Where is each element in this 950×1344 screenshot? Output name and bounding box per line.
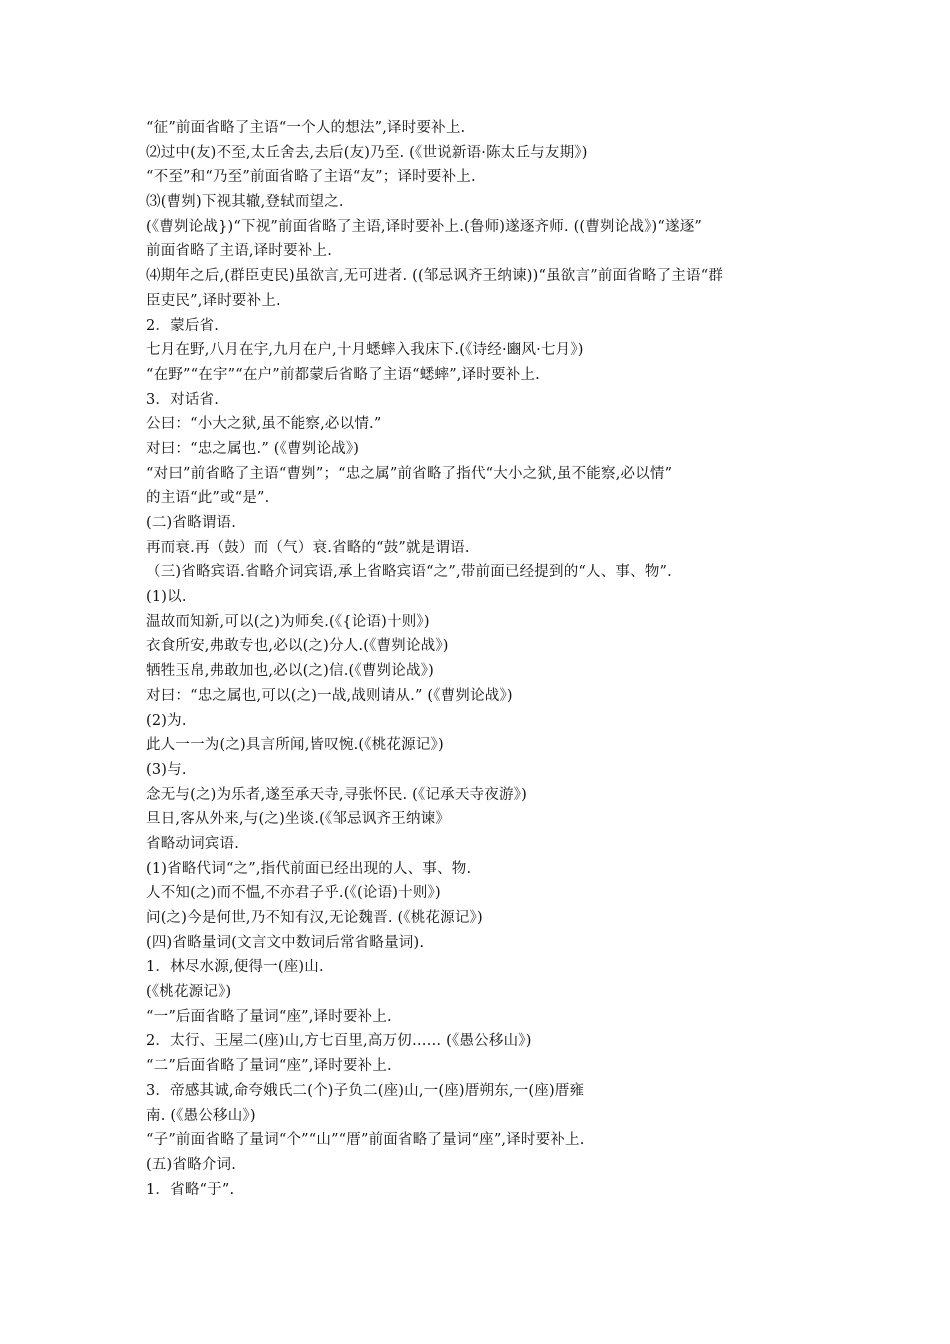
text-line: 对曰：“忠之属也,可以(之)一战,战则请从.” (《曹刿论战》) (146, 687, 513, 704)
section-heading: （三)省略宾语.省略介词宾语,承上省略宾语“之”,带前面已经提到的“人、事、物”. (146, 564, 672, 581)
text-line: (《桃花源记》) (146, 984, 232, 1001)
text-line: 此人一一为(之)具言所闻,皆叹惋.(《桃花源记》) (146, 737, 444, 754)
text-line: 念无与(之)为乐者,遂至承天寺,寻张怀民. (《记承天寺夜游》) (146, 786, 527, 803)
text-line: 衣食所安,弗敢专也,必以(之)分人.(《曹刿论战》) (146, 638, 449, 655)
document-body (146, 116, 826, 1202)
text-line: 再而衰.再（鼓）而（气）衰.省略的“鼓”就是谓语. (146, 539, 470, 556)
text-line: 1．省略“于”. (146, 1181, 235, 1198)
text-line: 3．帝感其诚,命夸娥氏二(个)子负二(座)山,一(座)厝朔东,一(座)厝雍 (146, 1082, 585, 1099)
section-heading: (四)省略量词(文言文中数词后常省略量词). (146, 934, 425, 951)
text-line: 1．林尽水源,便得一(座)山. (146, 959, 324, 976)
text-line: ⑷期年之后,(群臣吏民)虽欲言,无可进者. ((邹忌讽齐王纳谏))“虽欲言”前面省略了主语“群 (146, 268, 724, 285)
text-line: 前面省略了主语,译时要补上. (146, 243, 333, 260)
text-line: “二”后面省略了量词“座”,译时要补上. (146, 1058, 392, 1075)
text-line: “不至”和“乃至”前面省略了主语“友”；译时要补上. (146, 169, 476, 186)
text-line: ⑶(曹刿)下视其辙,登轼而望之. (146, 194, 344, 211)
text-line: “对曰”前省略了主语“曹刿”；“忠之属”前省略了指代“大小之狱,虽不能察,必以情” (146, 465, 673, 482)
text-line: ⑵过中(友)不至,太丘舍去,去后(友)乃至. (《世说新语·陈太丘与友期》) (146, 144, 588, 161)
subsection-heading: (3)与. (146, 761, 187, 778)
section-heading: 3．对话省. (146, 391, 220, 408)
text-line: “在野”“在宇”“在户”前都蒙后省略了主语“蟋蟀”,译时要补上. (146, 366, 540, 383)
text-line: 七月在野,八月在宇,九月在户,十月蟋蟀入我床下.(《诗经·豳风·七月》) (146, 342, 584, 359)
text-line: 人不知(之)而不愠,不亦君子乎.(《(论语)十则》) (146, 885, 441, 902)
section-heading: (五)省略介词. (146, 1156, 237, 1173)
text-line: 温故而知新,可以(之)为师矣.(《{论语)十则》) (146, 613, 430, 630)
section-heading: 省略动词宾语. (146, 835, 240, 852)
text-line: 臣吏民”,译时要补上. (146, 292, 281, 309)
section-heading: 2．蒙后省. (146, 317, 220, 334)
text-line: “子”前面省略了量词“个”“山”“厝”前面省略了量词“座”,译时要补上. (146, 1132, 585, 1149)
text-line: 南. (《愚公移山》) (146, 1107, 256, 1124)
text-line: 牺牲玉帛,弗敢加也,必以(之)信.(《曹刿论战》) (146, 663, 434, 680)
subsection-heading: (2)为. (146, 712, 187, 729)
text-line: 公曰：“小大之狱,虽不能察,必以情.” (146, 416, 382, 433)
section-heading: (二)省略谓语. (146, 515, 237, 531)
text-line: 问(之)今是何世,乃不知有汉,无论魏晋. (《桃花源记》) (146, 910, 483, 926)
text-line: 对曰：“忠之属也.” (《曹刿论战》) (146, 440, 360, 457)
text-line: (《曹刿论战})“下视”前面省略了主语,译时要补上.(鲁师)遂逐齐师. ((曹刿论战》)“遂逐” (146, 218, 703, 235)
text-line: “征”前面省略了主语“一个人的想法”,译时要补上. (146, 120, 466, 136)
text-line: 2．太行、王屋二(座)山,方七百里,高万仞…… (《愚公移山》) (146, 1033, 532, 1050)
subsection-heading: (1)省略代词“之”,指代前面已经出现的人、事、物. (146, 860, 472, 877)
subsection-heading: (1)以. (146, 589, 187, 606)
text-line: “一”后面省略了量词“座”,译时要补上. (146, 1008, 392, 1025)
text-line: 旦日,客从外来,与(之)坐谈.(《邹忌讽齐王纳谏》 (146, 811, 451, 828)
text-line: 的主语“此”或“是”. (146, 490, 270, 507)
